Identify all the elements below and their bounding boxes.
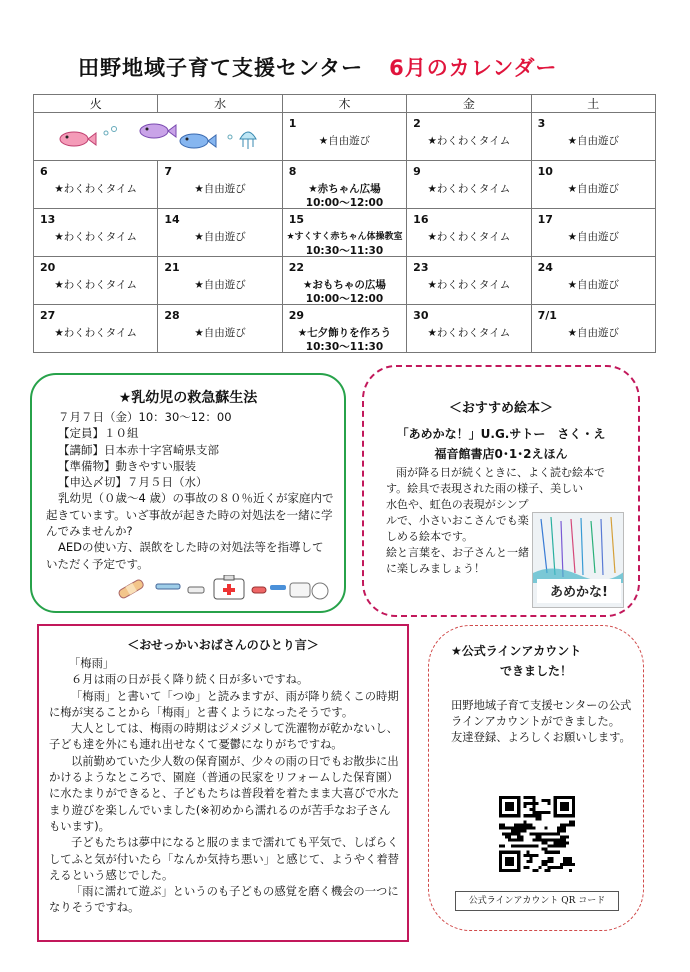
calendar-day-cell (34, 257, 158, 305)
column-para-4: 以前勤めていた少人数の保育園が、少々の雨の日でもお散歩に出かけるようなところで、園庭（普通の民家をリフォームした保育園）に水たまりができると、子どもたちは普段着を着たまま大喜びで水たまり遊びを楽しんでいました(※初めから濡れるのが苦手なお子さんもいます)。 (49, 754, 400, 833)
calendar-date: 23 (413, 261, 429, 274)
calendar-date: 6 (40, 165, 48, 178)
book-text-1: 雨が降る日が続くときに、よく読む絵本です。絵具で表現された雨の様子、美しい (386, 466, 605, 495)
first-aid-supplies-icon (112, 575, 332, 601)
calendar-event: ★わくわくタイム (427, 327, 511, 339)
calendar-event: ★わくわくタイム (54, 327, 138, 339)
book-text-3: 絵と言葉を、お子さんと一緒に楽しみましょう！ (386, 546, 529, 575)
calendar-date: 17 (537, 213, 553, 226)
calendar-event: ★自由遊び (194, 183, 246, 195)
calendar-event: ★自由遊び (567, 135, 619, 147)
calendar-event: ★自由遊び (567, 183, 619, 195)
calendar-week-row (34, 305, 656, 353)
calendar-day-cell (34, 305, 158, 353)
calendar-event: ★自由遊び (194, 231, 246, 243)
calendar-event: ★自由遊び (318, 135, 371, 147)
calendar-day-cell (407, 161, 531, 209)
calendar-date: 14 (164, 213, 180, 226)
calendar-date: 3 (537, 117, 546, 130)
column-para-3: 大人としては、梅雨の時期はジメジメして洗濯物が乾かないし、子ども達を外にも連れ出せなくて憂鬱になりがちですね。 (49, 722, 398, 752)
calendar-event: ★わくわくタイム (427, 183, 511, 195)
calendar-date: 15 (288, 213, 305, 226)
calendar-event: ★自由遊び (567, 231, 619, 243)
calendar-week-row (34, 113, 656, 161)
calendar-event: ★すくすく赤ちゃん体操教室 (286, 232, 403, 242)
column-box (37, 624, 409, 942)
calendar-event: ★わくわくタイム (427, 231, 511, 243)
calendar-date: 27 (40, 309, 56, 322)
calendar-event: ★わくわくタイム (54, 279, 138, 291)
first-aid-items: 【準備物】動きやすい服装 (58, 458, 196, 473)
calendar-day-cell (407, 305, 531, 353)
line-account-box (428, 625, 644, 931)
page-title (78, 52, 557, 82)
book-publisher: 福音館書店0･1･2えほん (434, 447, 568, 461)
calendar-day-cell (34, 209, 158, 257)
calendar-date: 8 (288, 165, 297, 178)
calendar-day-cell (531, 209, 655, 257)
calendar-day-cell (34, 113, 283, 161)
book-cover-image (532, 512, 624, 608)
calendar-day-cell (158, 257, 282, 305)
calendar-event: ★自由遊び (194, 327, 246, 339)
calendar-date: 16 (413, 213, 429, 226)
calendar-event: ★おもちゃの広場 (303, 279, 386, 291)
qr-code[interactable] (499, 796, 575, 872)
calendar-day-cell (531, 161, 655, 209)
day-header-fri: 金 (407, 95, 531, 113)
calendar-day-cell (407, 113, 531, 161)
book-heading: ＜おすすめ絵本＞ (448, 401, 554, 416)
calendar-day-cell (282, 209, 406, 257)
calendar-day-cell (282, 161, 406, 209)
line-text-1: 田野地域子育て支援センターの公式ラインアカウントができました。 (451, 699, 632, 728)
calendar-event: ★わくわくタイム (427, 279, 511, 291)
calendar-event: ★七夕飾りを作ろう (297, 327, 392, 339)
day-header-thu: 木 (282, 95, 406, 113)
calendar-event: ★わくわくタイム (54, 231, 138, 243)
calendar-date: 24 (537, 261, 553, 274)
line-text-2: 友達登録、よろしくお願いします。 (451, 731, 631, 744)
calendar-event-time: 10:30～11:30 (305, 341, 384, 353)
calendar-day-cell (158, 305, 282, 353)
column-subtitle: 「梅雨」 (69, 657, 115, 670)
calendar-date: 22 (288, 261, 305, 274)
calendar-date: 10 (537, 165, 553, 178)
calendar-event: ★自由遊び (567, 279, 619, 291)
calendar-week-row (34, 257, 656, 305)
calendar-event: ★赤ちゃん広場 (308, 183, 381, 195)
calendar-day-cell (34, 161, 158, 209)
calendar-date: 30 (413, 309, 429, 322)
calendar-day-cell (407, 257, 531, 305)
column-para-2: 「梅雨」と書いて「つゆ」と読みますが、雨が降り続くこの時期に梅が実ることから「梅雨」と書くようになったそうです。 (49, 689, 399, 719)
calendar-event: ★自由遊び (567, 327, 619, 339)
line-heading-2: できました！ (499, 664, 572, 678)
column-heading: ＜おせっかいおばさんのひとり言＞ (127, 638, 319, 652)
calendar-date: 29 (288, 309, 305, 322)
calendar-date: 1 (288, 117, 297, 130)
calendar-table (33, 94, 656, 353)
first-aid-date: ７月７日（金）10：30～12：00 (58, 410, 232, 424)
book-title: 「あめかな！」U.G.サトー さく・え (396, 427, 606, 441)
calendar-event-time: 10:30～11:30 (305, 245, 384, 257)
calendar-day-cell (158, 161, 282, 209)
column-para-6: 「雨に濡れて遊ぶ」というのも子どもの感覚を磨く機会の一つになりそうですね。 (49, 885, 399, 915)
calendar-day-cell (282, 113, 406, 161)
calendar-date: 2 (413, 117, 421, 130)
calendar-event: ★自由遊び (194, 279, 246, 291)
calendar-day-cell (531, 113, 655, 161)
qr-label: 公式ラインアカウント QR コード (455, 891, 619, 911)
book-recommend-box (362, 365, 640, 617)
center-name: 田野地域子育て支援センター (78, 56, 364, 80)
calendar-date: 7/1 (537, 309, 557, 322)
calendar-event-time: 10:00～12:00 (305, 197, 384, 209)
book-cover-title: あめかな! (550, 585, 608, 600)
calendar-week-row (34, 209, 656, 257)
book-text-2: 水色や、虹色の表現がシンプルで、小さいおこさんでも楽しめる絵本です。 (386, 498, 529, 543)
first-aid-title: ★乳幼児の救急蘇生法 (118, 390, 258, 406)
calendar-day-cell (158, 209, 282, 257)
calendar-day-cell (282, 257, 406, 305)
line-heading-1: ★公式ラインアカウント (451, 644, 582, 658)
calendar-date: 21 (164, 261, 180, 274)
first-aid-para2: AEDの使い方、誤飲をした時の対処法等を指導していただく予定です。 (46, 540, 324, 571)
column-para-5: 子どもたちは夢中になると服のままで濡れても平気で、しばらくしてふと気が付いたら「なんか気持ち悪い」と感じて、ようやく着替えるという感じでした。 (49, 836, 399, 882)
month-title: 6月のカレンダー (389, 56, 558, 80)
calendar-date: 20 (40, 261, 56, 274)
calendar-event: ★わくわくタイム (54, 183, 138, 195)
calendar-day-cell (282, 305, 406, 353)
calendar-day-cell (531, 305, 655, 353)
day-header-wed: 水 (158, 95, 282, 113)
calendar-day-cell (531, 257, 655, 305)
day-header-tue: 火 (34, 95, 158, 113)
calendar-date: 28 (164, 309, 180, 322)
first-aid-instructor: 【講師】日本赤十字宮崎県支部 (58, 442, 219, 457)
first-aid-box (30, 373, 346, 613)
first-aid-capacity: 【定員】１０組 (58, 426, 139, 441)
first-aid-deadline: 【申込〆切】７月５日（水） (58, 475, 208, 490)
column-para-1: ６月は雨の日が長く降り続く日が多いですね。 (71, 673, 309, 687)
fish-decoration-icon (40, 119, 276, 155)
calendar-date: 7 (164, 165, 173, 178)
first-aid-para1: 乳幼児（０歳～4 歳）の事故の８０％近くが家庭内で起きています。いざ事故が起きた時の対処法を一緒に学んでみませんか? (46, 491, 334, 539)
calendar-date: 13 (40, 213, 56, 226)
calendar-date: 9 (413, 165, 421, 178)
calendar-event: ★わくわくタイム (427, 135, 511, 147)
calendar-day-cell (407, 209, 531, 257)
day-header-sat: 土 (531, 95, 655, 113)
calendar-week-row (34, 161, 656, 209)
calendar-event-time: 10:00～12:00 (305, 293, 384, 305)
